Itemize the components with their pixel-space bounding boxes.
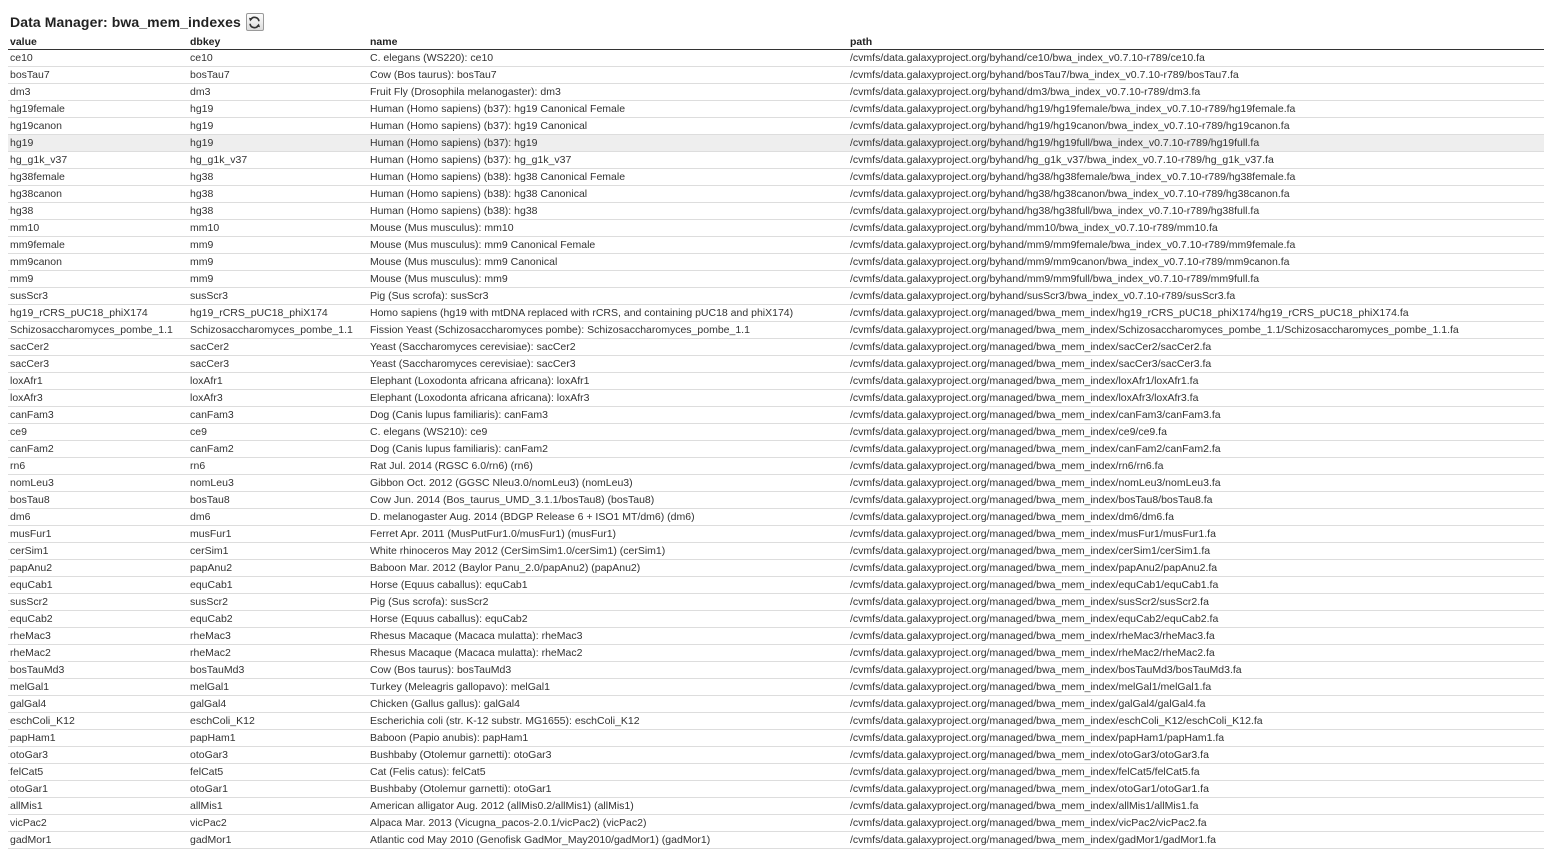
cell-name: Rhesus Macaque (Macaca mulatta): rheMac3: [368, 628, 848, 645]
cell-name: Bushbaby (Otolemur garnetti): otoGar1: [368, 781, 848, 798]
cell-dbkey: loxAfr1: [188, 373, 368, 390]
cell-dbkey: bosTau7: [188, 67, 368, 84]
cell-dbkey: canFam2: [188, 441, 368, 458]
cell-path: /cvmfs/data.galaxyproject.org/managed/bwa_mem_index/sacCer2/sacCer2.fa: [848, 339, 1544, 356]
cell-name: Rat Jul. 2014 (RGSC 6.0/rn6) (rn6): [368, 458, 848, 475]
cell-name: Baboon (Papio anubis): papHam1: [368, 730, 848, 747]
table-row: [8, 339, 1544, 356]
cell-value: rn6: [8, 458, 188, 475]
table-row: [8, 186, 1544, 203]
cell-value: Schizosaccharomyces_pombe_1.1: [8, 322, 188, 339]
cell-path: /cvmfs/data.galaxyproject.org/managed/bwa_mem_index/papAnu2/papAnu2.fa: [848, 560, 1544, 577]
cell-dbkey: ce10: [188, 50, 368, 67]
cell-value: sacCer3: [8, 356, 188, 373]
cell-name: Fruit Fly (Drosophila melanogaster): dm3: [368, 84, 848, 101]
cell-path: /cvmfs/data.galaxyproject.org/managed/bwa_mem_index/galGal4/galGal4.fa: [848, 696, 1544, 713]
cell-value: musFur1: [8, 526, 188, 543]
cell-dbkey: mm10: [188, 220, 368, 237]
cell-value: dm6: [8, 509, 188, 526]
table-row: [8, 118, 1544, 135]
table-row: [8, 628, 1544, 645]
cell-value: allMis1: [8, 798, 188, 815]
cell-path: /cvmfs/data.galaxyproject.org/managed/bwa_mem_index/rheMac3/rheMac3.fa: [848, 628, 1544, 645]
cell-dbkey: ce9: [188, 424, 368, 441]
cell-name: Human (Homo sapiens) (b37): hg19 Canonical: [368, 118, 848, 135]
cell-dbkey: dm3: [188, 84, 368, 101]
cell-name: Mouse (Mus musculus): mm10: [368, 220, 848, 237]
cell-name: Mouse (Mus musculus): mm9 Canonical: [368, 254, 848, 271]
column-header-dbkey: dbkey: [188, 34, 368, 50]
cell-dbkey: bosTauMd3: [188, 662, 368, 679]
cell-name: White rhinoceros May 2012 (CerSimSim1.0/cerSim1) (cerSim1): [368, 543, 848, 560]
table-row: [8, 305, 1544, 322]
cell-dbkey: rheMac3: [188, 628, 368, 645]
cell-path: /cvmfs/data.galaxyproject.org/managed/bwa_mem_index/cerSim1/cerSim1.fa: [848, 543, 1544, 560]
cell-path: /cvmfs/data.galaxyproject.org/byhand/ce10/bwa_index_v0.7.10-r789/ce10.fa: [848, 50, 1544, 67]
cell-dbkey: susScr2: [188, 594, 368, 611]
cell-path: /cvmfs/data.galaxyproject.org/byhand/hg38/hg38full/bwa_index_v0.7.10-r789/hg38full.fa: [848, 203, 1544, 220]
page-title: Data Manager: bwa_mem_indexes: [10, 14, 241, 30]
cell-path: /cvmfs/data.galaxyproject.org/managed/bwa_mem_index/melGal1/melGal1.fa: [848, 679, 1544, 696]
cell-dbkey: hg_g1k_v37: [188, 152, 368, 169]
table-row: [8, 220, 1544, 237]
cell-value: mm9female: [8, 237, 188, 254]
cell-path: /cvmfs/data.galaxyproject.org/managed/bwa_mem_index/susScr2/susScr2.fa: [848, 594, 1544, 611]
cell-dbkey: papAnu2: [188, 560, 368, 577]
cell-path: /cvmfs/data.galaxyproject.org/byhand/hg38/hg38canon/bwa_index_v0.7.10-r789/hg38canon.fa: [848, 186, 1544, 203]
data-manager-panel: [8, 10, 1544, 849]
cell-name: Bushbaby (Otolemur garnetti): otoGar3: [368, 747, 848, 764]
column-header-path: path: [848, 34, 1544, 50]
cell-path: /cvmfs/data.galaxyproject.org/byhand/hg38/hg38female/bwa_index_v0.7.10-r789/hg38female.fa: [848, 169, 1544, 186]
table-row: [8, 509, 1544, 526]
cell-path: /cvmfs/data.galaxyproject.org/managed/bwa_mem_index/canFam3/canFam3.fa: [848, 407, 1544, 424]
table-row: [8, 543, 1544, 560]
cell-dbkey: hg19: [188, 101, 368, 118]
table-row: [8, 407, 1544, 424]
cell-name: Dog (Canis lupus familiaris): canFam3: [368, 407, 848, 424]
cell-dbkey: eschColi_K12: [188, 713, 368, 730]
cell-path: /cvmfs/data.galaxyproject.org/byhand/hg19/hg19full/bwa_index_v0.7.10-r789/hg19full.fa: [848, 135, 1544, 152]
cell-path: /cvmfs/data.galaxyproject.org/managed/bwa_mem_index/equCab1/equCab1.fa: [848, 577, 1544, 594]
cell-value: equCab2: [8, 611, 188, 628]
cell-path: /cvmfs/data.galaxyproject.org/managed/bwa_mem_index/felCat5/felCat5.fa: [848, 764, 1544, 781]
cell-name: Human (Homo sapiens) (b38): hg38: [368, 203, 848, 220]
cell-path: /cvmfs/data.galaxyproject.org/managed/bwa_mem_index/rheMac2/rheMac2.fa: [848, 645, 1544, 662]
cell-dbkey: vicPac2: [188, 815, 368, 832]
table-row: [8, 492, 1544, 509]
cell-value: nomLeu3: [8, 475, 188, 492]
cell-dbkey: hg38: [188, 203, 368, 220]
table-row: [8, 152, 1544, 169]
cell-value: bosTau8: [8, 492, 188, 509]
table-row: [8, 203, 1544, 220]
cell-value: cerSim1: [8, 543, 188, 560]
cell-name: Homo sapiens (hg19 with mtDNA replaced with rCRS, and containing pUC18 and phiX174): [368, 305, 848, 322]
cell-value: loxAfr1: [8, 373, 188, 390]
cell-name: C. elegans (WS210): ce9: [368, 424, 848, 441]
cell-path: /cvmfs/data.galaxyproject.org/managed/bwa_mem_index/hg19_rCRS_pUC18_phiX174/hg19_rCRS_pUC18_phiX174.fa: [848, 305, 1544, 322]
cell-value: canFam2: [8, 441, 188, 458]
cell-value: canFam3: [8, 407, 188, 424]
cell-name: Cow (Bos taurus): bosTauMd3: [368, 662, 848, 679]
cell-value: hg19: [8, 135, 188, 152]
table-row: [8, 101, 1544, 118]
cell-path: /cvmfs/data.galaxyproject.org/managed/bwa_mem_index/equCab2/equCab2.fa: [848, 611, 1544, 628]
cell-value: hg19female: [8, 101, 188, 118]
cell-dbkey: mm9: [188, 254, 368, 271]
table-row: [8, 322, 1544, 339]
cell-dbkey: papHam1: [188, 730, 368, 747]
table-row: [8, 713, 1544, 730]
cell-path: /cvmfs/data.galaxyproject.org/byhand/hg19/hg19canon/bwa_index_v0.7.10-r789/hg19canon.fa: [848, 118, 1544, 135]
cell-value: ce9: [8, 424, 188, 441]
cell-name: Mouse (Mus musculus): mm9: [368, 271, 848, 288]
cell-path: /cvmfs/data.galaxyproject.org/managed/bwa_mem_index/allMis1/allMis1.fa: [848, 798, 1544, 815]
cell-dbkey: rheMac2: [188, 645, 368, 662]
table-row: [8, 50, 1544, 67]
refresh-icon: [248, 16, 261, 29]
cell-name: Human (Homo sapiens) (b37): hg_g1k_v37: [368, 152, 848, 169]
cell-path: /cvmfs/data.galaxyproject.org/byhand/dm3/bwa_index_v0.7.10-r789/dm3.fa: [848, 84, 1544, 101]
cell-value: vicPac2: [8, 815, 188, 832]
cell-name: Pig (Sus scrofa): susScr3: [368, 288, 848, 305]
cell-name: Turkey (Meleagris gallopavo): melGal1: [368, 679, 848, 696]
cell-value: susScr2: [8, 594, 188, 611]
cell-dbkey: otoGar1: [188, 781, 368, 798]
cell-dbkey: hg19: [188, 135, 368, 152]
cell-name: Pig (Sus scrofa): susScr2: [368, 594, 848, 611]
cell-dbkey: susScr3: [188, 288, 368, 305]
cell-path: /cvmfs/data.galaxyproject.org/byhand/mm9/mm9female/bwa_index_v0.7.10-r789/mm9female.fa: [848, 237, 1544, 254]
cell-dbkey: gadMor1: [188, 832, 368, 849]
table-body: [8, 50, 1544, 849]
cell-name: Rhesus Macaque (Macaca mulatta): rheMac2: [368, 645, 848, 662]
table-row: [8, 475, 1544, 492]
data-table: [8, 34, 1544, 849]
cell-value: hg_g1k_v37: [8, 152, 188, 169]
table-row: [8, 764, 1544, 781]
cell-dbkey: allMis1: [188, 798, 368, 815]
cell-name: Mouse (Mus musculus): mm9 Canonical Female: [368, 237, 848, 254]
cell-name: Human (Homo sapiens) (b37): hg19 Canonical Female: [368, 101, 848, 118]
table-row: [8, 747, 1544, 764]
cell-path: /cvmfs/data.galaxyproject.org/managed/bwa_mem_index/dm6/dm6.fa: [848, 509, 1544, 526]
cell-path: /cvmfs/data.galaxyproject.org/managed/bwa_mem_index/eschColi_K12/eschColi_K12.fa: [848, 713, 1544, 730]
cell-path: /cvmfs/data.galaxyproject.org/managed/bwa_mem_index/nomLeu3/nomLeu3.fa: [848, 475, 1544, 492]
cell-value: ce10: [8, 50, 188, 67]
table-row: [8, 271, 1544, 288]
reload-button[interactable]: [246, 13, 264, 31]
table-row: [8, 560, 1544, 577]
cell-dbkey: mm9: [188, 271, 368, 288]
cell-dbkey: equCab1: [188, 577, 368, 594]
cell-dbkey: sacCer2: [188, 339, 368, 356]
cell-name: Elephant (Loxodonta africana africana): loxAfr1: [368, 373, 848, 390]
cell-dbkey: equCab2: [188, 611, 368, 628]
cell-dbkey: hg38: [188, 169, 368, 186]
cell-path: /cvmfs/data.galaxyproject.org/managed/bwa_mem_index/loxAfr1/loxAfr1.fa: [848, 373, 1544, 390]
cell-dbkey: dm6: [188, 509, 368, 526]
table-row: [8, 730, 1544, 747]
cell-name: Baboon Mar. 2012 (Baylor Panu_2.0/papAnu2) (papAnu2): [368, 560, 848, 577]
cell-dbkey: otoGar3: [188, 747, 368, 764]
cell-name: Cow (Bos taurus): bosTau7: [368, 67, 848, 84]
cell-name: Human (Homo sapiens) (b38): hg38 Canonical Female: [368, 169, 848, 186]
cell-value: otoGar3: [8, 747, 188, 764]
table-row: [8, 662, 1544, 679]
table-row: [8, 832, 1544, 849]
cell-value: melGal1: [8, 679, 188, 696]
table-row: [8, 798, 1544, 815]
cell-value: hg38canon: [8, 186, 188, 203]
column-header-value: value: [8, 34, 188, 50]
cell-dbkey: sacCer3: [188, 356, 368, 373]
table-row: [8, 67, 1544, 84]
table-row: [8, 373, 1544, 390]
cell-value: mm10: [8, 220, 188, 237]
cell-dbkey: hg38: [188, 186, 368, 203]
cell-path: /cvmfs/data.galaxyproject.org/byhand/susScr3/bwa_index_v0.7.10-r789/susScr3.fa: [848, 288, 1544, 305]
cell-name: Yeast (Saccharomyces cerevisiae): sacCer3: [368, 356, 848, 373]
header-row: [8, 34, 1544, 50]
table-row: [8, 611, 1544, 628]
cell-value: susScr3: [8, 288, 188, 305]
table-row: [8, 441, 1544, 458]
cell-value: papHam1: [8, 730, 188, 747]
cell-value: equCab1: [8, 577, 188, 594]
cell-name: Cow Jun. 2014 (Bos_taurus_UMD_3.1.1/bosTau8) (bosTau8): [368, 492, 848, 509]
table-row: [8, 645, 1544, 662]
cell-path: /cvmfs/data.galaxyproject.org/managed/bwa_mem_index/ce9/ce9.fa: [848, 424, 1544, 441]
cell-value: hg19canon: [8, 118, 188, 135]
cell-dbkey: felCat5: [188, 764, 368, 781]
title-row: [8, 10, 1544, 34]
table-row: [8, 135, 1544, 152]
cell-value: rheMac2: [8, 645, 188, 662]
cell-name: C. elegans (WS220): ce10: [368, 50, 848, 67]
cell-value: sacCer2: [8, 339, 188, 356]
cell-path: /cvmfs/data.galaxyproject.org/byhand/mm9/mm9full/bwa_index_v0.7.10-r789/mm9full.fa: [848, 271, 1544, 288]
table-row: [8, 577, 1544, 594]
cell-dbkey: bosTau8: [188, 492, 368, 509]
cell-value: dm3: [8, 84, 188, 101]
cell-value: hg38female: [8, 169, 188, 186]
column-header-name: name: [368, 34, 848, 50]
table-row: [8, 424, 1544, 441]
cell-value: gadMor1: [8, 832, 188, 849]
cell-path: /cvmfs/data.galaxyproject.org/byhand/mm9/mm9canon/bwa_index_v0.7.10-r789/mm9canon.fa: [848, 254, 1544, 271]
cell-value: eschColi_K12: [8, 713, 188, 730]
cell-value: bosTau7: [8, 67, 188, 84]
cell-dbkey: Schizosaccharomyces_pombe_1.1: [188, 322, 368, 339]
table-row: [8, 237, 1544, 254]
cell-dbkey: hg19: [188, 118, 368, 135]
cell-value: rheMac3: [8, 628, 188, 645]
cell-path: /cvmfs/data.galaxyproject.org/managed/bwa_mem_index/bosTauMd3/bosTauMd3.fa: [848, 662, 1544, 679]
table-row: [8, 169, 1544, 186]
cell-path: /cvmfs/data.galaxyproject.org/byhand/bosTau7/bwa_index_v0.7.10-r789/bosTau7.fa: [848, 67, 1544, 84]
cell-dbkey: hg19_rCRS_pUC18_phiX174: [188, 305, 368, 322]
cell-name: American alligator Aug. 2012 (allMis0.2/allMis1) (allMis1): [368, 798, 848, 815]
cell-dbkey: canFam3: [188, 407, 368, 424]
cell-path: /cvmfs/data.galaxyproject.org/managed/bwa_mem_index/sacCer3/sacCer3.fa: [848, 356, 1544, 373]
cell-name: Gibbon Oct. 2012 (GGSC Nleu3.0/nomLeu3) (nomLeu3): [368, 475, 848, 492]
cell-path: /cvmfs/data.galaxyproject.org/byhand/hg19/hg19female/bwa_index_v0.7.10-r789/hg19female.fa: [848, 101, 1544, 118]
cell-path: /cvmfs/data.galaxyproject.org/managed/bwa_mem_index/vicPac2/vicPac2.fa: [848, 815, 1544, 832]
cell-name: Ferret Apr. 2011 (MusPutFur1.0/musFur1) (musFur1): [368, 526, 848, 543]
cell-value: mm9: [8, 271, 188, 288]
cell-name: Human (Homo sapiens) (b38): hg38 Canonical: [368, 186, 848, 203]
table-row: [8, 696, 1544, 713]
cell-path: /cvmfs/data.galaxyproject.org/managed/bwa_mem_index/otoGar1/otoGar1.fa: [848, 781, 1544, 798]
cell-dbkey: mm9: [188, 237, 368, 254]
cell-value: felCat5: [8, 764, 188, 781]
cell-dbkey: cerSim1: [188, 543, 368, 560]
cell-path: /cvmfs/data.galaxyproject.org/managed/bwa_mem_index/gadMor1/gadMor1.fa: [848, 832, 1544, 849]
table-row: [8, 526, 1544, 543]
cell-path: /cvmfs/data.galaxyproject.org/managed/bwa_mem_index/papHam1/papHam1.fa: [848, 730, 1544, 747]
table-row: [8, 679, 1544, 696]
cell-name: Cat (Felis catus): felCat5: [368, 764, 848, 781]
table-row: [8, 781, 1544, 798]
table-row: [8, 356, 1544, 373]
cell-name: Fission Yeast (Schizosaccharomyces pombe): Schizosaccharomyces_pombe_1.1: [368, 322, 848, 339]
cell-value: loxAfr3: [8, 390, 188, 407]
cell-name: Atlantic cod May 2010 (Genofisk GadMor_May2010/gadMor1) (gadMor1): [368, 832, 848, 849]
cell-dbkey: melGal1: [188, 679, 368, 696]
table-row: [8, 815, 1544, 832]
cell-value: hg19_rCRS_pUC18_phiX174: [8, 305, 188, 322]
cell-name: Dog (Canis lupus familiaris): canFam2: [368, 441, 848, 458]
cell-dbkey: musFur1: [188, 526, 368, 543]
cell-name: Horse (Equus caballus): equCab1: [368, 577, 848, 594]
cell-dbkey: nomLeu3: [188, 475, 368, 492]
cell-path: /cvmfs/data.galaxyproject.org/managed/bwa_mem_index/musFur1/musFur1.fa: [848, 526, 1544, 543]
cell-path: /cvmfs/data.galaxyproject.org/managed/bwa_mem_index/loxAfr3/loxAfr3.fa: [848, 390, 1544, 407]
cell-name: Yeast (Saccharomyces cerevisiae): sacCer2: [368, 339, 848, 356]
cell-name: D. melanogaster Aug. 2014 (BDGP Release 6 + ISO1 MT/dm6) (dm6): [368, 509, 848, 526]
cell-name: Alpaca Mar. 2013 (Vicugna_pacos-2.0.1/vicPac2) (vicPac2): [368, 815, 848, 832]
table-row: [8, 458, 1544, 475]
table-row: [8, 84, 1544, 101]
cell-path: /cvmfs/data.galaxyproject.org/managed/bwa_mem_index/rn6/rn6.fa: [848, 458, 1544, 475]
table-row: [8, 594, 1544, 611]
cell-path: /cvmfs/data.galaxyproject.org/managed/bwa_mem_index/bosTau8/bosTau8.fa: [848, 492, 1544, 509]
cell-name: Escherichia coli (str. K-12 substr. MG1655): eschColi_K12: [368, 713, 848, 730]
cell-dbkey: loxAfr3: [188, 390, 368, 407]
cell-value: papAnu2: [8, 560, 188, 577]
cell-value: mm9canon: [8, 254, 188, 271]
cell-path: /cvmfs/data.galaxyproject.org/managed/bwa_mem_index/otoGar3/otoGar3.fa: [848, 747, 1544, 764]
cell-name: Chicken (Gallus gallus): galGal4: [368, 696, 848, 713]
table-row: [8, 390, 1544, 407]
cell-name: Horse (Equus caballus): equCab2: [368, 611, 848, 628]
cell-name: Elephant (Loxodonta africana africana): loxAfr3: [368, 390, 848, 407]
cell-value: bosTauMd3: [8, 662, 188, 679]
cell-value: hg38: [8, 203, 188, 220]
cell-dbkey: rn6: [188, 458, 368, 475]
cell-value: otoGar1: [8, 781, 188, 798]
cell-value: galGal4: [8, 696, 188, 713]
cell-path: /cvmfs/data.galaxyproject.org/byhand/hg_g1k_v37/bwa_index_v0.7.10-r789/hg_g1k_v37.fa: [848, 152, 1544, 169]
cell-name: Human (Homo sapiens) (b37): hg19: [368, 135, 848, 152]
cell-path: /cvmfs/data.galaxyproject.org/byhand/mm10/bwa_index_v0.7.10-r789/mm10.fa: [848, 220, 1544, 237]
table-row: [8, 288, 1544, 305]
cell-path: /cvmfs/data.galaxyproject.org/managed/bwa_mem_index/canFam2/canFam2.fa: [848, 441, 1544, 458]
cell-path: /cvmfs/data.galaxyproject.org/managed/bwa_mem_index/Schizosaccharomyces_pombe_1.1/Schizosaccharomyces_pombe_1.1.fa: [848, 322, 1544, 339]
cell-dbkey: galGal4: [188, 696, 368, 713]
table-row: [8, 254, 1544, 271]
